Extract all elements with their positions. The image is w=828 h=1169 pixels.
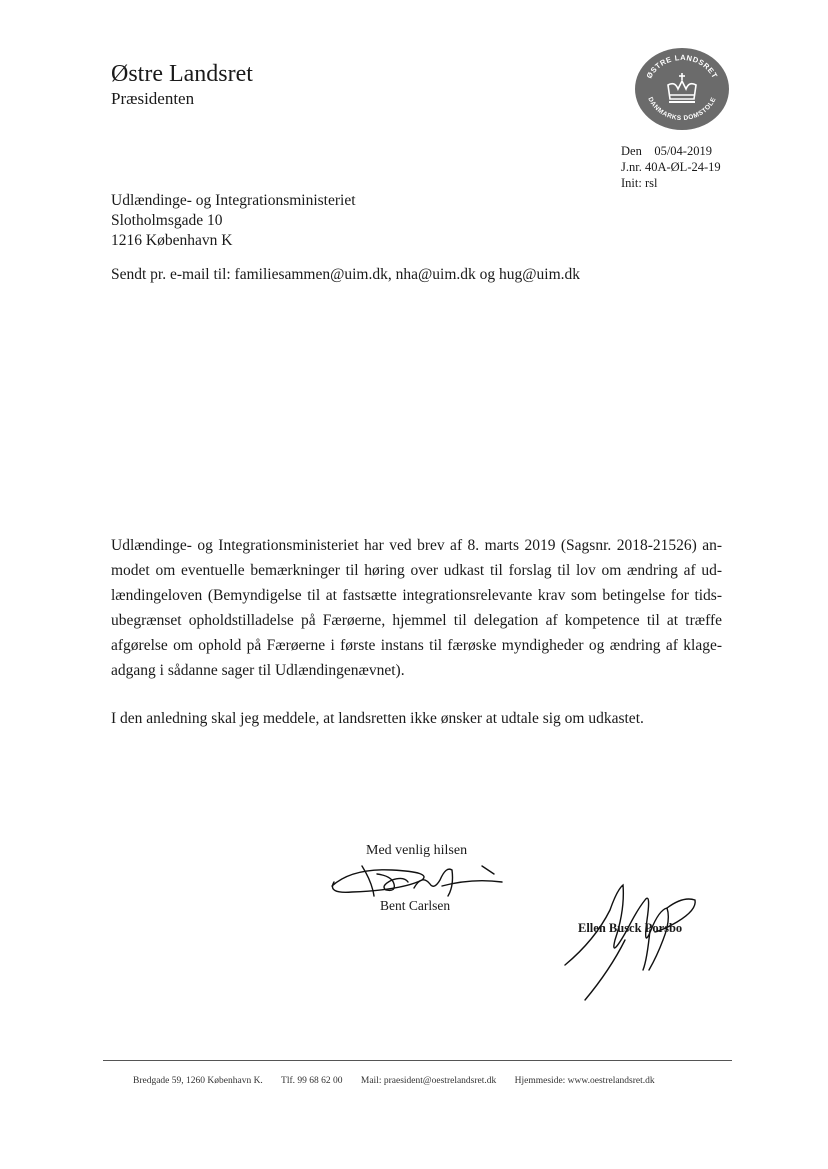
- footer: [133, 1076, 671, 1086]
- body-line: ubegrænset opholdstilladelse på Færøerne, hjemmel til delegation af kompetence til at træffe: [111, 612, 722, 629]
- footer-email: Mail: praesident@oestrelandsret.dk: [360, 1076, 497, 1086]
- body-paragraph-1: [111, 533, 722, 683]
- signer-1-name: Bent Carlsen: [380, 898, 451, 913]
- reference-block: [621, 143, 721, 191]
- body-line: afgørelse om ophold på Færøerne i første instans til færøske myndigheder og ændring af klage-: [111, 637, 722, 654]
- body-line: lændingeloven (Bemyndigelse til at fastsætte integrationsrelevante krav som betingelse for tids-: [111, 587, 722, 604]
- letter-body: [111, 533, 722, 731]
- signer-2-name: Ellen Busck Porsbo: [578, 921, 683, 935]
- initials: Init: rsl: [621, 176, 658, 190]
- body-paragraph-2: I den anledning skal jeg meddele, at landsretten ikke ønsker at udtale sig om udkastet.: [111, 710, 644, 727]
- sent-by-email-line: Sendt pr. e-mail til: familiesammen@uim.dk, nha@uim.dk og hug@uim.dk: [111, 266, 581, 283]
- date-line: Den 05/04-2019: [621, 144, 712, 158]
- body-line: adgang i sådanne sager til Udlændingenævnet).: [111, 662, 405, 679]
- seal-bottom-text: DANMARKS DOMSTOLE: [646, 96, 718, 123]
- body-line: modet om eventuelle bemærkninger til høring over udkast til forslag til lov om ændring af ud-: [111, 562, 722, 579]
- court-name: Østre Landsret: [111, 61, 253, 87]
- recipient-street: Slotholmsgade 10: [111, 212, 223, 229]
- court-seal-logo: [634, 47, 730, 131]
- signature-2: [555, 870, 705, 1005]
- closing-greeting: Med venlig hilsen: [366, 843, 468, 858]
- footer-divider: [103, 1060, 732, 1061]
- journal-number: J.nr. 40A-ØL-24-19: [621, 160, 721, 174]
- recipient-name: Udlændinge- og Integrationsministeriet: [111, 192, 356, 209]
- recipient-city: 1216 København K: [111, 232, 233, 249]
- court-subtitle: Præsidenten: [111, 89, 195, 108]
- recipient-address: [111, 191, 356, 251]
- footer-address: Bredgade 59, 1260 København K.: [133, 1076, 263, 1086]
- body-line: Udlændinge- og Integrationsministeriet har ved brev af 8. marts 2019 (Sagsnr. 2018-21526) an-: [111, 537, 722, 554]
- seal-top-text: ØSTRE LANDSRET: [644, 52, 720, 80]
- footer-website: Hjemmeside: www.oestrelandsret.dk: [514, 1076, 655, 1086]
- footer-phone: Tlf. 99 68 62 00: [281, 1076, 343, 1086]
